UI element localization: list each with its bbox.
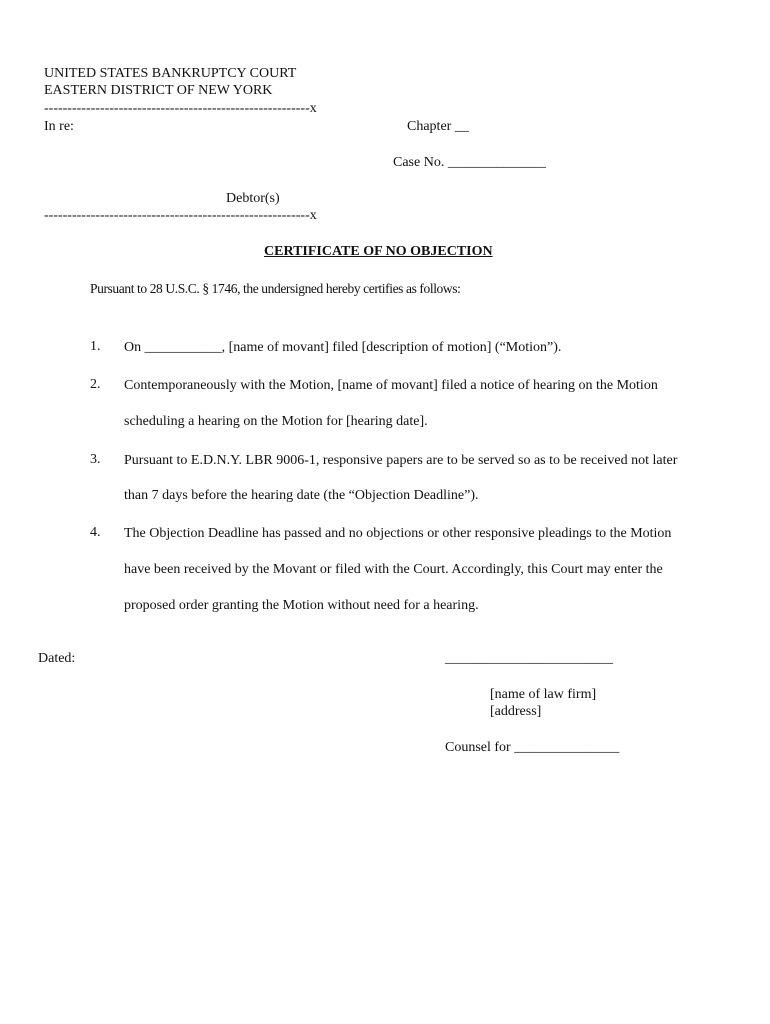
document-title: CERTIFICATE OF NO OBJECTION <box>264 244 493 259</box>
item-2-line-1: Contemporaneously with the Motion, [name of movant] filed a notice of hearing on the Motion <box>124 378 658 393</box>
item-number-1: 1. <box>90 339 101 354</box>
chapter-field: Chapter __ <box>407 119 469 134</box>
law-firm-name: [name of law firm] <box>490 687 597 702</box>
item-number-4: 4. <box>90 525 101 540</box>
debtor-label: Debtor(s) <box>226 191 280 206</box>
in-re-label: In re: <box>44 119 74 134</box>
item-number-2: 2. <box>90 377 101 392</box>
separator-top: ---------------------------------------------------------x <box>44 101 317 116</box>
separator-bottom: ---------------------------------------------------------x <box>44 208 317 223</box>
item-3-line-2: than 7 days before the hearing date (the “Objection Deadline”). <box>124 488 479 503</box>
item-4-line-3: proposed order granting the Motion without need for a hearing. <box>124 598 479 613</box>
law-firm-address: [address] <box>490 704 542 719</box>
case-number-field: Case No. ______________ <box>393 155 546 170</box>
item-2-line-2: scheduling a hearing on the Motion for [hearing date]. <box>124 414 428 429</box>
item-1-line-1: On ___________, [name of movant] filed [description of motion] (“Motion”). <box>124 340 562 355</box>
signature-line: ________________________ <box>445 651 613 666</box>
dated-label: Dated: <box>38 651 76 666</box>
item-number-3: 3. <box>90 452 101 467</box>
item-4-line-2: have been received by the Movant or filed with the Court. Accordingly, this Court may enter the <box>124 562 663 577</box>
court-name: UNITED STATES BANKRUPTCY COURT <box>44 66 297 81</box>
item-3-line-1: Pursuant to E.D.N.Y. LBR 9006-1, responsive papers are to be served so as to be received not later <box>124 453 678 468</box>
item-4-line-1: The Objection Deadline has passed and no objections or other responsive pleadings to the Motion <box>124 526 672 541</box>
preamble-text: Pursuant to 28 U.S.C. § 1746, the undersigned hereby certifies as follows: <box>90 281 461 296</box>
district-name: EASTERN DISTRICT OF NEW YORK <box>44 83 273 98</box>
counsel-for-line: Counsel for _______________ <box>445 740 620 755</box>
